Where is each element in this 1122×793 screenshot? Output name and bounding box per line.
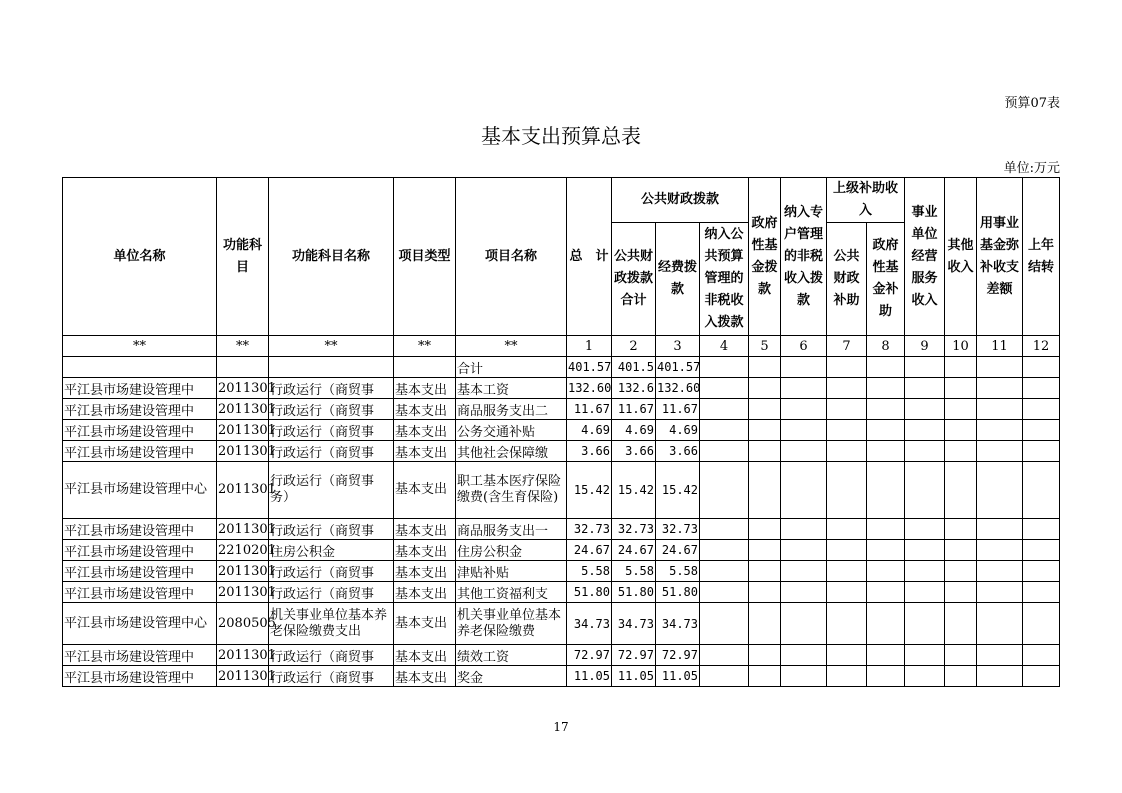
- cell-empty: [700, 645, 749, 666]
- cell-empty: [905, 582, 945, 603]
- cell-empty: [827, 582, 867, 603]
- cell-type: 基本支出: [394, 519, 456, 540]
- cell-empty: [977, 666, 1023, 687]
- cell-empty: [945, 441, 977, 462]
- index-row: [63, 336, 1060, 357]
- cell-type: 基本支出: [394, 582, 456, 603]
- cell-project: 公务交通补贴: [456, 420, 567, 441]
- cell-empty: [867, 540, 905, 561]
- cell-empty: [700, 561, 749, 582]
- cell-empty: [1023, 519, 1060, 540]
- cell-empty: [905, 420, 945, 441]
- cell-type: 基本支出: [394, 645, 456, 666]
- header-project-type: 项目类型: [394, 178, 456, 336]
- cell-empty: [867, 603, 905, 645]
- cell-code: 2011301: [217, 519, 269, 540]
- index-cell: 3: [656, 336, 700, 357]
- cell-empty: [781, 399, 827, 420]
- cell-c2: 401.5: [612, 357, 656, 378]
- header-non-tax: 纳入公共预算管理的非税收入拨款: [700, 223, 749, 336]
- cell-empty: [1023, 441, 1060, 462]
- index-cell: **: [394, 336, 456, 357]
- cell-empty: [749, 378, 781, 399]
- cell-empty: [700, 357, 749, 378]
- cell-empty: [827, 420, 867, 441]
- cell-empty: [1023, 666, 1060, 687]
- header-unit-name: 单位名称: [63, 178, 217, 336]
- cell-total: 72.97: [567, 645, 612, 666]
- cell-type: 基本支出: [394, 441, 456, 462]
- cell-code: 2011301: [217, 441, 269, 462]
- cell-c3: 34.73: [656, 603, 700, 645]
- cell-func: 行政运行（商贸事: [269, 399, 394, 420]
- page-number: 17: [553, 720, 569, 734]
- cell-empty: [1023, 582, 1060, 603]
- cell-code: 2011301: [217, 561, 269, 582]
- cell-empty: [827, 666, 867, 687]
- header-fund-balance: 用事业基金弥补收支差额: [977, 178, 1023, 336]
- cell-empty: [700, 462, 749, 519]
- cell-empty: [700, 666, 749, 687]
- cell-empty: [827, 645, 867, 666]
- cell-empty: [749, 399, 781, 420]
- table-row: [63, 357, 1060, 378]
- cell-unit: 平江县市场建设管理中: [63, 582, 217, 603]
- cell-empty: [749, 561, 781, 582]
- header-higher-subsidy: 上级补助收入: [827, 178, 905, 223]
- table-row: [63, 540, 1060, 561]
- cell-func: 行政运行（商贸事: [269, 441, 394, 462]
- table-row: [63, 561, 1060, 582]
- cell-empty: [945, 582, 977, 603]
- cell-empty: [827, 603, 867, 645]
- cell-empty: [827, 441, 867, 462]
- cell-empty: [827, 561, 867, 582]
- cell-type: 基本支出: [394, 561, 456, 582]
- cell-project: 奖金: [456, 666, 567, 687]
- cell-project: 商品服务支出一: [456, 519, 567, 540]
- cell-c3: 24.67: [656, 540, 700, 561]
- cell-type: 基本支出: [394, 420, 456, 441]
- cell-empty: [977, 561, 1023, 582]
- header-gov-fund: 政府性基金拨款: [749, 178, 781, 336]
- cell-unit: 平江县市场建设管理中: [63, 666, 217, 687]
- cell-empty: [977, 519, 1023, 540]
- cell-empty: [827, 462, 867, 519]
- unit-label: 单位:万元: [1003, 161, 1060, 176]
- cell-empty: [945, 462, 977, 519]
- cell-code: [217, 357, 269, 378]
- index-cell: **: [63, 336, 217, 357]
- cell-project: 基本工资: [456, 378, 567, 399]
- cell-empty: [977, 420, 1023, 441]
- cell-empty: [905, 399, 945, 420]
- cell-empty: [700, 582, 749, 603]
- cell-type: 基本支出: [394, 378, 456, 399]
- cell-empty: [749, 540, 781, 561]
- cell-project: 津贴补贴: [456, 561, 567, 582]
- cell-empty: [867, 441, 905, 462]
- cell-total: 401.57: [567, 357, 612, 378]
- header-business-income: 事业单位经营服务收入: [905, 178, 945, 336]
- header-higher-gov-fund: 政府性基金补助: [867, 223, 905, 336]
- cell-c3: 32.73: [656, 519, 700, 540]
- cell-empty: [867, 420, 905, 441]
- cell-c3: 72.97: [656, 645, 700, 666]
- index-cell: **: [456, 336, 567, 357]
- cell-empty: [749, 519, 781, 540]
- cell-func: 行政运行（商贸事务）: [269, 462, 394, 519]
- cell-empty: [1023, 399, 1060, 420]
- index-cell: 12: [1023, 336, 1060, 357]
- table-row: [63, 666, 1060, 687]
- cell-total: 3.66: [567, 441, 612, 462]
- index-cell: 8: [867, 336, 905, 357]
- cell-empty: [945, 420, 977, 441]
- cell-empty: [977, 357, 1023, 378]
- cell-empty: [700, 603, 749, 645]
- cell-func: 机关事业单位基本养老保险缴费支出: [269, 603, 394, 645]
- cell-empty: [827, 519, 867, 540]
- cell-total: 4.69: [567, 420, 612, 441]
- cell-empty: [977, 603, 1023, 645]
- cell-func: 住房公积金: [269, 540, 394, 561]
- cell-type: 基本支出: [394, 666, 456, 687]
- cell-project: 职工基本医疗保险缴费(含生育保险): [456, 462, 567, 519]
- cell-empty: [827, 357, 867, 378]
- cell-c2: 34.73: [612, 603, 656, 645]
- cell-c2: 11.67: [612, 399, 656, 420]
- cell-unit: 平江县市场建设管理中: [63, 540, 217, 561]
- cell-empty: [977, 645, 1023, 666]
- cell-empty: [1023, 645, 1060, 666]
- cell-total: 132.60: [567, 378, 612, 399]
- cell-empty: [781, 441, 827, 462]
- cell-c2: 4.69: [612, 420, 656, 441]
- cell-empty: [781, 561, 827, 582]
- cell-empty: [781, 519, 827, 540]
- cell-empty: [1023, 561, 1060, 582]
- cell-empty: [905, 519, 945, 540]
- cell-func: 行政运行（商贸事: [269, 519, 394, 540]
- index-cell: **: [269, 336, 394, 357]
- cell-unit: 平江县市场建设管理中: [63, 519, 217, 540]
- cell-code: 2011301: [217, 666, 269, 687]
- index-cell: 11: [977, 336, 1023, 357]
- cell-func: 行政运行（商贸事: [269, 420, 394, 441]
- header-public-finance: 公共财政拨款: [612, 178, 749, 223]
- table-row: [63, 519, 1060, 540]
- cell-empty: [749, 462, 781, 519]
- cell-unit: 平江县市场建设管理中心: [63, 462, 217, 519]
- table-row: [63, 399, 1060, 420]
- cell-empty: [781, 357, 827, 378]
- cell-unit: 平江县市场建设管理中: [63, 378, 217, 399]
- cell-total: 11.05: [567, 666, 612, 687]
- cell-total: 15.42: [567, 462, 612, 519]
- cell-total: 24.67: [567, 540, 612, 561]
- table-row: [63, 462, 1060, 519]
- cell-code: 2210201: [217, 540, 269, 561]
- cell-unit: 平江县市场建设管理中: [63, 399, 217, 420]
- cell-empty: [977, 462, 1023, 519]
- cell-code: 2011301: [217, 378, 269, 399]
- cell-empty: [945, 561, 977, 582]
- cell-empty: [867, 519, 905, 540]
- cell-empty: [1023, 603, 1060, 645]
- cell-func: 行政运行（商贸事: [269, 561, 394, 582]
- table-row: [63, 645, 1060, 666]
- cell-c2: 3.66: [612, 441, 656, 462]
- cell-empty: [749, 603, 781, 645]
- cell-c3: 4.69: [656, 420, 700, 441]
- cell-empty: [867, 561, 905, 582]
- header-higher-public: 公共财政补助: [827, 223, 867, 336]
- cell-code: 2011301: [217, 462, 269, 519]
- header-func-name: 功能科目名称: [269, 178, 394, 336]
- cell-unit: 平江县市场建设管理中心: [63, 603, 217, 645]
- cell-c3: 11.67: [656, 399, 700, 420]
- cell-total: 5.58: [567, 561, 612, 582]
- header-other-income: 其他收入: [945, 178, 977, 336]
- cell-empty: [1023, 462, 1060, 519]
- cell-empty: [905, 561, 945, 582]
- header-func-code: 功能科目: [217, 178, 269, 336]
- cell-project: 商品服务支出二: [456, 399, 567, 420]
- cell-empty: [945, 378, 977, 399]
- cell-empty: [749, 441, 781, 462]
- cell-c3: 11.05: [656, 666, 700, 687]
- cell-empty: [867, 666, 905, 687]
- index-cell: 6: [781, 336, 827, 357]
- cell-empty: [749, 357, 781, 378]
- cell-c2: 32.73: [612, 519, 656, 540]
- cell-func: 行政运行（商贸事: [269, 666, 394, 687]
- cell-empty: [977, 378, 1023, 399]
- cell-unit: [63, 357, 217, 378]
- cell-code: 2011301: [217, 399, 269, 420]
- cell-c3: 15.42: [656, 462, 700, 519]
- cell-c2: 24.67: [612, 540, 656, 561]
- cell-empty: [867, 645, 905, 666]
- cell-total: 34.73: [567, 603, 612, 645]
- cell-code: 2011301: [217, 645, 269, 666]
- cell-empty: [749, 582, 781, 603]
- cell-empty: [827, 378, 867, 399]
- header-public-finance-total: 公共财政拨款合计: [612, 223, 656, 336]
- cell-type: 基本支出: [394, 399, 456, 420]
- table-row: [63, 603, 1060, 645]
- cell-empty: [945, 603, 977, 645]
- page-title: 基本支出预算总表: [481, 124, 641, 148]
- cell-empty: [781, 420, 827, 441]
- cell-empty: [700, 441, 749, 462]
- index-cell: 9: [905, 336, 945, 357]
- cell-unit: 平江县市场建设管理中: [63, 561, 217, 582]
- cell-project: 其他工资福利支: [456, 582, 567, 603]
- cell-empty: [867, 378, 905, 399]
- index-cell: 7: [827, 336, 867, 357]
- cell-c2: 132.6: [612, 378, 656, 399]
- cell-type: [394, 357, 456, 378]
- cell-empty: [781, 378, 827, 399]
- header-project-name: 项目名称: [456, 178, 567, 336]
- cell-unit: 平江县市场建设管理中: [63, 441, 217, 462]
- cell-empty: [945, 357, 977, 378]
- table-row: [63, 420, 1060, 441]
- cell-empty: [700, 378, 749, 399]
- cell-empty: [749, 420, 781, 441]
- cell-unit: 平江县市场建设管理中: [63, 645, 217, 666]
- cell-type: 基本支出: [394, 540, 456, 561]
- cell-func: 行政运行（商贸事: [269, 645, 394, 666]
- cell-type: 基本支出: [394, 462, 456, 519]
- cell-empty: [749, 645, 781, 666]
- cell-empty: [749, 666, 781, 687]
- cell-func: [269, 357, 394, 378]
- header-special-account: 纳入专户管理的非税收入拨款: [781, 178, 827, 336]
- cell-c3: 5.58: [656, 561, 700, 582]
- cell-func: 行政运行（商贸事: [269, 378, 394, 399]
- index-cell: 1: [567, 336, 612, 357]
- header-carryover: 上年结转: [1023, 178, 1060, 336]
- table-row: [63, 441, 1060, 462]
- cell-empty: [781, 540, 827, 561]
- cell-empty: [977, 399, 1023, 420]
- index-cell: 5: [749, 336, 781, 357]
- cell-empty: [977, 540, 1023, 561]
- index-cell: 4: [700, 336, 749, 357]
- budget-table: [62, 177, 1060, 687]
- index-cell: **: [217, 336, 269, 357]
- cell-empty: [1023, 540, 1060, 561]
- cell-c2: 72.97: [612, 645, 656, 666]
- cell-c3: 51.80: [656, 582, 700, 603]
- cell-empty: [781, 462, 827, 519]
- cell-empty: [781, 603, 827, 645]
- table-row: [63, 582, 1060, 603]
- cell-empty: [1023, 357, 1060, 378]
- cell-empty: [977, 582, 1023, 603]
- cell-empty: [867, 462, 905, 519]
- cell-empty: [977, 441, 1023, 462]
- cell-func: 行政运行（商贸事: [269, 582, 394, 603]
- cell-code: 2011301: [217, 582, 269, 603]
- cell-empty: [1023, 420, 1060, 441]
- cell-empty: [867, 582, 905, 603]
- cell-total: 32.73: [567, 519, 612, 540]
- cell-empty: [905, 378, 945, 399]
- table-id: 预算07表: [1004, 96, 1060, 111]
- cell-code: 2080505: [217, 603, 269, 645]
- cell-code: 2011301: [217, 420, 269, 441]
- index-cell: 2: [612, 336, 656, 357]
- cell-project: 住房公积金: [456, 540, 567, 561]
- cell-c2: 11.05: [612, 666, 656, 687]
- cell-project: 机关事业单位基本养老保险缴费: [456, 603, 567, 645]
- cell-empty: [945, 519, 977, 540]
- cell-empty: [700, 540, 749, 561]
- cell-empty: [700, 399, 749, 420]
- cell-empty: [905, 645, 945, 666]
- cell-empty: [905, 603, 945, 645]
- cell-empty: [867, 399, 905, 420]
- cell-empty: [945, 645, 977, 666]
- cell-empty: [905, 357, 945, 378]
- cell-project: 绩效工资: [456, 645, 567, 666]
- cell-c3: 3.66: [656, 441, 700, 462]
- cell-empty: [867, 357, 905, 378]
- cell-c2: 51.80: [612, 582, 656, 603]
- cell-empty: [905, 462, 945, 519]
- cell-project: 合计: [456, 357, 567, 378]
- cell-empty: [945, 399, 977, 420]
- cell-c3: 132.60: [656, 378, 700, 399]
- cell-empty: [945, 540, 977, 561]
- cell-c3: 401.57: [656, 357, 700, 378]
- cell-empty: [827, 399, 867, 420]
- cell-type: 基本支出: [394, 603, 456, 645]
- cell-empty: [1023, 378, 1060, 399]
- cell-c2: 15.42: [612, 462, 656, 519]
- cell-empty: [781, 645, 827, 666]
- cell-empty: [781, 666, 827, 687]
- header-total: 总 计: [567, 178, 612, 336]
- cell-empty: [781, 582, 827, 603]
- cell-total: 11.67: [567, 399, 612, 420]
- cell-empty: [905, 666, 945, 687]
- cell-empty: [945, 666, 977, 687]
- header-funds-allocation: 经费拨款: [656, 223, 700, 336]
- cell-empty: [905, 540, 945, 561]
- cell-empty: [700, 519, 749, 540]
- cell-total: 51.80: [567, 582, 612, 603]
- cell-empty: [827, 540, 867, 561]
- cell-empty: [905, 441, 945, 462]
- cell-c2: 5.58: [612, 561, 656, 582]
- index-cell: 10: [945, 336, 977, 357]
- cell-project: 其他社会保障缴: [456, 441, 567, 462]
- cell-empty: [700, 420, 749, 441]
- cell-unit: 平江县市场建设管理中: [63, 420, 217, 441]
- table-row: [63, 378, 1060, 399]
